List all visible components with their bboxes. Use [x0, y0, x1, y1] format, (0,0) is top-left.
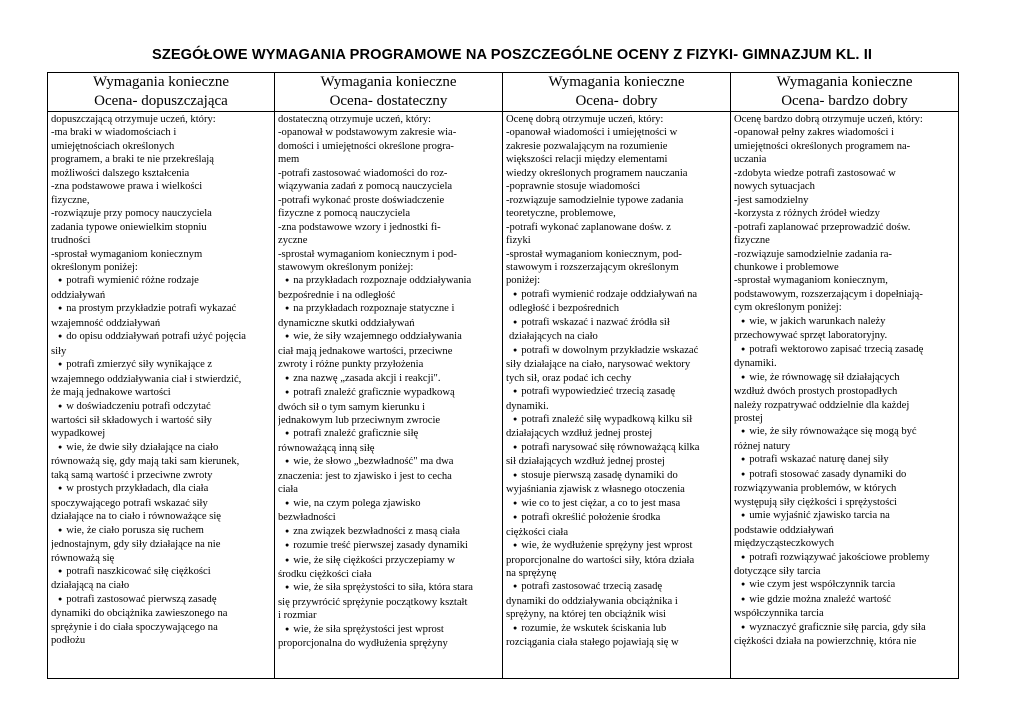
text-line: równoważącą inną siłę [278, 442, 375, 454]
text-line: oddziaływań [51, 289, 106, 301]
column-header-grade: Ocena- bardzo dobry [781, 93, 908, 109]
bullet-item-line: ● wie, że równowagę sił działających [734, 371, 956, 385]
text-line: wartości sił składowych i wartość siły [51, 414, 212, 426]
bullet-item-line: ● potrafi znaleźć graficznie wypadkową [278, 386, 500, 400]
text-line: dotyczące siły tarcia [734, 565, 821, 577]
text-line: ciężkości ciała [506, 526, 569, 538]
bullet-item-line: ● na przykładach rozpoznaje oddziaływania [278, 274, 500, 288]
text-line: międzycząsteczkowych [734, 538, 834, 550]
text-line: -zdobyta wiedze potrafi zastosować w [734, 167, 896, 179]
bullet-item-line: ● potrafi zastosować trzecią zasadę [506, 580, 728, 594]
bullet-item-line: ● umie wyjaśnić zjawisko tarcia na [734, 509, 956, 523]
bullet-item-line: ● potrafi wypowiedzieć trzecią zasadę [506, 385, 728, 399]
text-line: zyczne [278, 235, 308, 247]
bullet-item-line: ● potrafi narysować siłę równoważącą kilka [506, 441, 728, 455]
text-line: programem, a braki te nie przekreślają [51, 154, 214, 166]
bullet-item-line: ● wie, że dwie siły działające na ciało [51, 441, 272, 455]
text-line: -opanował pełny zakres wiadomości i [734, 127, 895, 139]
table-row [48, 112, 959, 679]
text-line: rozwiązywania problemów, w których [734, 483, 897, 495]
text-line: i rozmiar [278, 610, 317, 622]
text-line: równoważą się, gdy mają taki sam kierunek, [51, 456, 240, 468]
text-line: -jest samodzielny [734, 194, 809, 206]
text-line: trudności [51, 235, 91, 247]
bullet-item-line: ● potrafi znaleźć graficznie siłę [278, 427, 500, 441]
bullet-item-line: ● w prostych przykładach, dla ciała [51, 482, 272, 496]
text-line: określonym poniżej: [51, 261, 138, 273]
bullet-item-line: ● w doświadczeniu potrafi odczytać [51, 400, 272, 414]
text-line: równoważą się [51, 552, 115, 564]
text-line: sprężyny, na której ten obciążnik wisi [506, 609, 666, 621]
text-line: środku ciężkości ciała [278, 568, 372, 580]
text-line: dynamiki do obciążnika zawieszonego na [51, 608, 228, 620]
text-line: wyjaśniania zjawisk z własnego otoczenia [506, 484, 685, 496]
text-line: -rozwiązuje przy pomocy nauczyciela [51, 208, 212, 220]
bullet-item-line: ● wie, że ciało porusza się ruchem [51, 524, 272, 538]
text-line: -sprostał wymaganiom koniecznym, [734, 275, 888, 287]
text-line: dopuszczającą otrzymuje uczeń, który: [51, 114, 216, 125]
text-line: zwroty i różne punkty przyłożenia [278, 359, 424, 371]
text-line: ciała [278, 484, 298, 496]
text-line: -potrafi wykonać zaplanowane dośw. z [506, 221, 671, 233]
bullet-item-line: ● na prostym przykładzie potrafi wykazać [51, 302, 272, 316]
text-line: podłożu [51, 635, 86, 647]
text-line: dostateczną otrzymuje uczeń, który: [278, 114, 431, 125]
bullet-item-line: ● rozumie treść pierwszej zasady dynamiki [278, 539, 500, 553]
bullet-item-line: ● zna nazwę „zasada akcji i reakcji". [278, 372, 500, 386]
text-line: domości i umiejętności określone progra- [278, 140, 454, 152]
text-line: ciał mają jednakowe wartości, przeciwne [278, 345, 453, 357]
text-line: -sprostał wymaganiom koniecznym i pod- [278, 248, 457, 260]
column-header-requirement: Wymagania konieczne [548, 74, 685, 90]
text-line: teoretyczne, problemowe, [506, 208, 616, 220]
bullet-item-line: ● potrafi zmierzyć siły wynikające z [51, 358, 272, 372]
text-line: siły [51, 345, 67, 357]
text-line: chunkowe i problemowe [734, 261, 839, 273]
text-line: podstawie oddziaływań [734, 524, 834, 536]
bullet-item-line: ● potrafi wymienić różne rodzaje [51, 274, 272, 288]
text-line: że mają jednakowe wartości [51, 387, 171, 399]
text-line: jednostajnym, gdy siły działające na nie [51, 539, 221, 551]
column-header [731, 73, 959, 112]
text-line: przechowywać sprzęt laboratoryjny. [734, 330, 888, 342]
bullet-item-line: ● potrafi określić położenie środka [506, 511, 728, 525]
text-line: dynamiki. [734, 358, 777, 370]
text-line: -opanował w podstawowym zakresie wia- [278, 127, 457, 139]
column-header-requirement: Wymagania konieczne [776, 74, 913, 90]
bullet-item-line: ● wie, na czym polega zjawisko [278, 497, 500, 511]
bullet-item-line: ● wie, że siły równoważące się mogą być [734, 425, 956, 439]
text-line: -potrafi zastosować wiadomości do roz- [278, 167, 448, 179]
bullet-item-line: ● zna związek bezwładności z masą ciała [278, 525, 500, 539]
requirements-cell [503, 112, 731, 679]
text-line: -korzysta z różnych źródeł wiedzy [734, 208, 880, 220]
text-line: wzajemność oddziaływań [51, 317, 161, 329]
text-line: sił działających wzdłuż jednej prostej [506, 456, 665, 468]
column-header [275, 73, 503, 112]
text-line: rozciągania ciała stałego pojawiają się w [506, 637, 679, 649]
text-line: jednakowym lub przeciwnym zwrocie [278, 414, 441, 426]
column-header-grade: Ocena- dopuszczająca [94, 93, 228, 109]
bullet-item-line: ● stosuje pierwszą zasadę dynamiki do [506, 469, 728, 483]
text-line: większości relacji między elementami [506, 154, 668, 166]
requirements-cell [48, 112, 275, 679]
column-header [503, 73, 731, 112]
text-line: umiejętności określonych programem na- [734, 140, 911, 152]
text-line: spoczywającego potrafi wskazać siły [51, 497, 208, 509]
text-line: dwóch sił o tym samym kierunku i [278, 401, 426, 413]
text-line: bezpośrednie i na odległość [278, 289, 396, 301]
text-line: Ocenę dobrą otrzymuje uczeń, który: [506, 114, 664, 125]
text-line: -poprawnie stosuje wiadomości [506, 181, 641, 193]
text-line: siły działające na ciało, narysować wektory [506, 359, 691, 371]
text-line: -rozwiązuje samodzielnie zadania ra- [734, 248, 892, 260]
bullet-item-line: ● wie, że siłę ciężkości przyczepiamy w [278, 554, 500, 568]
text-line: proporcjonalne do wartości siły, która działa [506, 554, 695, 566]
text-line: -rozwiązuje samodzielnie typowe zadania [506, 194, 684, 206]
bullet-item-line: ● wie, w jakich warunkach należy [734, 315, 956, 329]
text-line: fizyczne z pomocą nauczyciela [278, 208, 411, 220]
text-line: -ma braki w wiadomościach i [51, 127, 177, 139]
text-line: -potrafi zaplanować przeprowadzić dośw. [734, 221, 911, 233]
bullet-item-line: ● potrafi w dowolnym przykładzie wskazać [506, 344, 728, 358]
text-line: zadania typowe oniewielkim stopniu [51, 221, 207, 233]
text-line: -sprostał wymaganiom koniecznym, pod- [506, 248, 682, 260]
bullet-item-line: ● wie co to jest ciężar, a co to jest masa [506, 497, 728, 511]
text-line: uczania [734, 154, 767, 166]
text-line: nowych sytuacjach [734, 181, 815, 193]
bullet-item-line: ● wie gdzie można znaleźć wartość [734, 593, 956, 607]
bullet-item-line: ● potrafi stosować zasady dynamiki do [734, 468, 956, 482]
text-line: wiązywania zadań z pomocą nauczyciela [278, 181, 453, 193]
text-line: wzdłuż dwóch prostych prostopadłych [734, 386, 898, 398]
text-line: możliwości dalszego kształcenia [51, 167, 190, 179]
text-line: ciężkości działa na powierzchnię, która nie [734, 636, 917, 648]
text-line: -opanował wiadomości i umiejętności w [506, 127, 678, 139]
bullet-item-line: ● wie czym jest współczynnik tarcia [734, 578, 956, 592]
text-line: wypadkowej [51, 428, 106, 440]
text-line: działającą na ciało [51, 580, 130, 592]
text-line: stawowym i rozszerzającym określonym [506, 261, 679, 273]
text-line: odległość i bezpośrednich [509, 303, 620, 315]
text-line: -sprostał wymaganiom koniecznym [51, 248, 203, 260]
text-line: -zna podstawowe wzory i jednostki fi- [278, 221, 441, 233]
text-line: należy rozpatrywać oddzielnie dla każdej [734, 399, 910, 411]
table-header-row [48, 73, 959, 112]
text-line: Ocenę bardzo dobrą otrzymuje uczeń, który: [734, 114, 923, 125]
text-line: działających wzdłuż jednej prostej [506, 428, 653, 440]
text-line: cym określonym poniżej: [734, 302, 842, 314]
text-line: się przywrócić sprężynie początkowy kształt [278, 596, 468, 608]
text-line: na sprężynę [506, 567, 557, 579]
requirements-cell [731, 112, 959, 679]
requirements-cell [275, 112, 503, 679]
bullet-item-line: ● potrafi znaleźć siłę wypadkową kilku sił [506, 413, 728, 427]
text-line: proporcjonalna do wydłużenia sprężyny [278, 638, 448, 650]
text-line: -zna podstawowe prawa i wielkości [51, 181, 203, 193]
column-header-requirement: Wymagania konieczne [92, 74, 230, 90]
text-line: zakresie pozwalającym na rozumienie [506, 140, 668, 152]
text-line: dynamiki. [506, 400, 549, 412]
column-header-grade: Ocena- dobry [575, 93, 658, 109]
bullet-item-line: ● wie, że siła sprężystości to siła, która stara [278, 581, 500, 595]
column-header [48, 73, 275, 112]
text-line: dynamiczne skutki oddziaływań [278, 317, 415, 329]
requirements-table [47, 72, 959, 679]
text-line: tych sił, oraz podać ich cechy [506, 372, 632, 384]
text-line: umiejętnościach określonych [51, 140, 175, 152]
bullet-item-line: ● do opisu oddziaływań potrafi użyć pojęcia [51, 330, 272, 344]
text-line: poniżej: [506, 275, 541, 287]
text-line: działające na to ciało i równoważące się [51, 511, 221, 523]
text-line: sprężynie i do ciała spoczywającego na [51, 621, 218, 633]
text-line: fizyczne, [51, 194, 90, 206]
page-title: SZEGÓŁOWE WYMAGANIA PROGRAMOWE NA POSZCZEGÓLNE OCENY Z FIZYKI- GIMNAZJUM KL. II [151, 47, 872, 63]
column-header-requirement: Wymagania konieczne [320, 74, 457, 90]
text-line: podstawowym, rozszerzającym i dopełniają- [734, 288, 923, 300]
text-line: dynamiki do oddziaływania obciążnika i [506, 595, 678, 607]
text-line: fizyczne [734, 235, 770, 247]
bullet-item-line: ● wie, że siła sprężystości jest wprost [278, 623, 500, 637]
text-line: mem [278, 154, 300, 166]
text-line: taką samą wartość i przeciwne zwroty [51, 469, 213, 481]
column-header-grade: Ocena- dostateczny [329, 93, 448, 109]
bullet-item-line: ● wie, że wydłużenie sprężyny jest wprost [506, 539, 728, 553]
text-line: -potrafi wykonać proste doświadczenie [278, 194, 445, 206]
text-line: stawowym określonym poniżej: [278, 261, 414, 273]
text-line: bezwładności [278, 512, 336, 524]
text-line: współczynnika tarcia [734, 608, 824, 620]
bullet-item-line: ● potrafi wektorowo zapisać trzecią zasadę [734, 343, 956, 357]
text-line: występują siły ciężkości i sprężystości [734, 496, 897, 508]
text-line: różnej natury [734, 440, 791, 452]
bullet-item-line: ● wyznaczyć graficznie siłę parcia, gdy siła [734, 621, 956, 635]
bullet-item-line: ● wie, że słowo „bezwładność" ma dwa [278, 455, 500, 469]
bullet-item-line: ● na przykładach rozpoznaje statyczne i [278, 302, 500, 316]
text-line: wiedzy określonych programem nauczania [506, 167, 688, 179]
text-line: prostej [734, 412, 763, 424]
bullet-item-line: ● wie, że siły wzajemnego oddziaływania [278, 330, 500, 344]
bullet-item-line: ● potrafi naszkicować siłę ciężkości [51, 565, 272, 579]
text-line: znaczenia: jest to zjawisko i jest to cecha [278, 470, 452, 482]
text-line: fizyki [506, 235, 531, 247]
bullet-item-line: ● potrafi zastosować pierwszą zasadę [51, 593, 272, 607]
bullet-item-line: ● rozumie, że wskutek ściskania lub [506, 622, 728, 636]
bullet-item-line: ● potrafi wskazać naturę danej siły [734, 453, 956, 467]
text-line: działających na ciało [509, 331, 598, 343]
text-line: wzajemnego oddziaływania ciał i stwierdzić, [51, 373, 242, 385]
bullet-item-line: ● potrafi rozwiązywać jakościowe problemy [734, 551, 956, 565]
bullet-item-line: ● potrafi wymienić rodzaje oddziaływań na [506, 288, 728, 302]
bullet-item-line: ● potrafi wskazać i nazwać źródła sił [506, 316, 728, 330]
